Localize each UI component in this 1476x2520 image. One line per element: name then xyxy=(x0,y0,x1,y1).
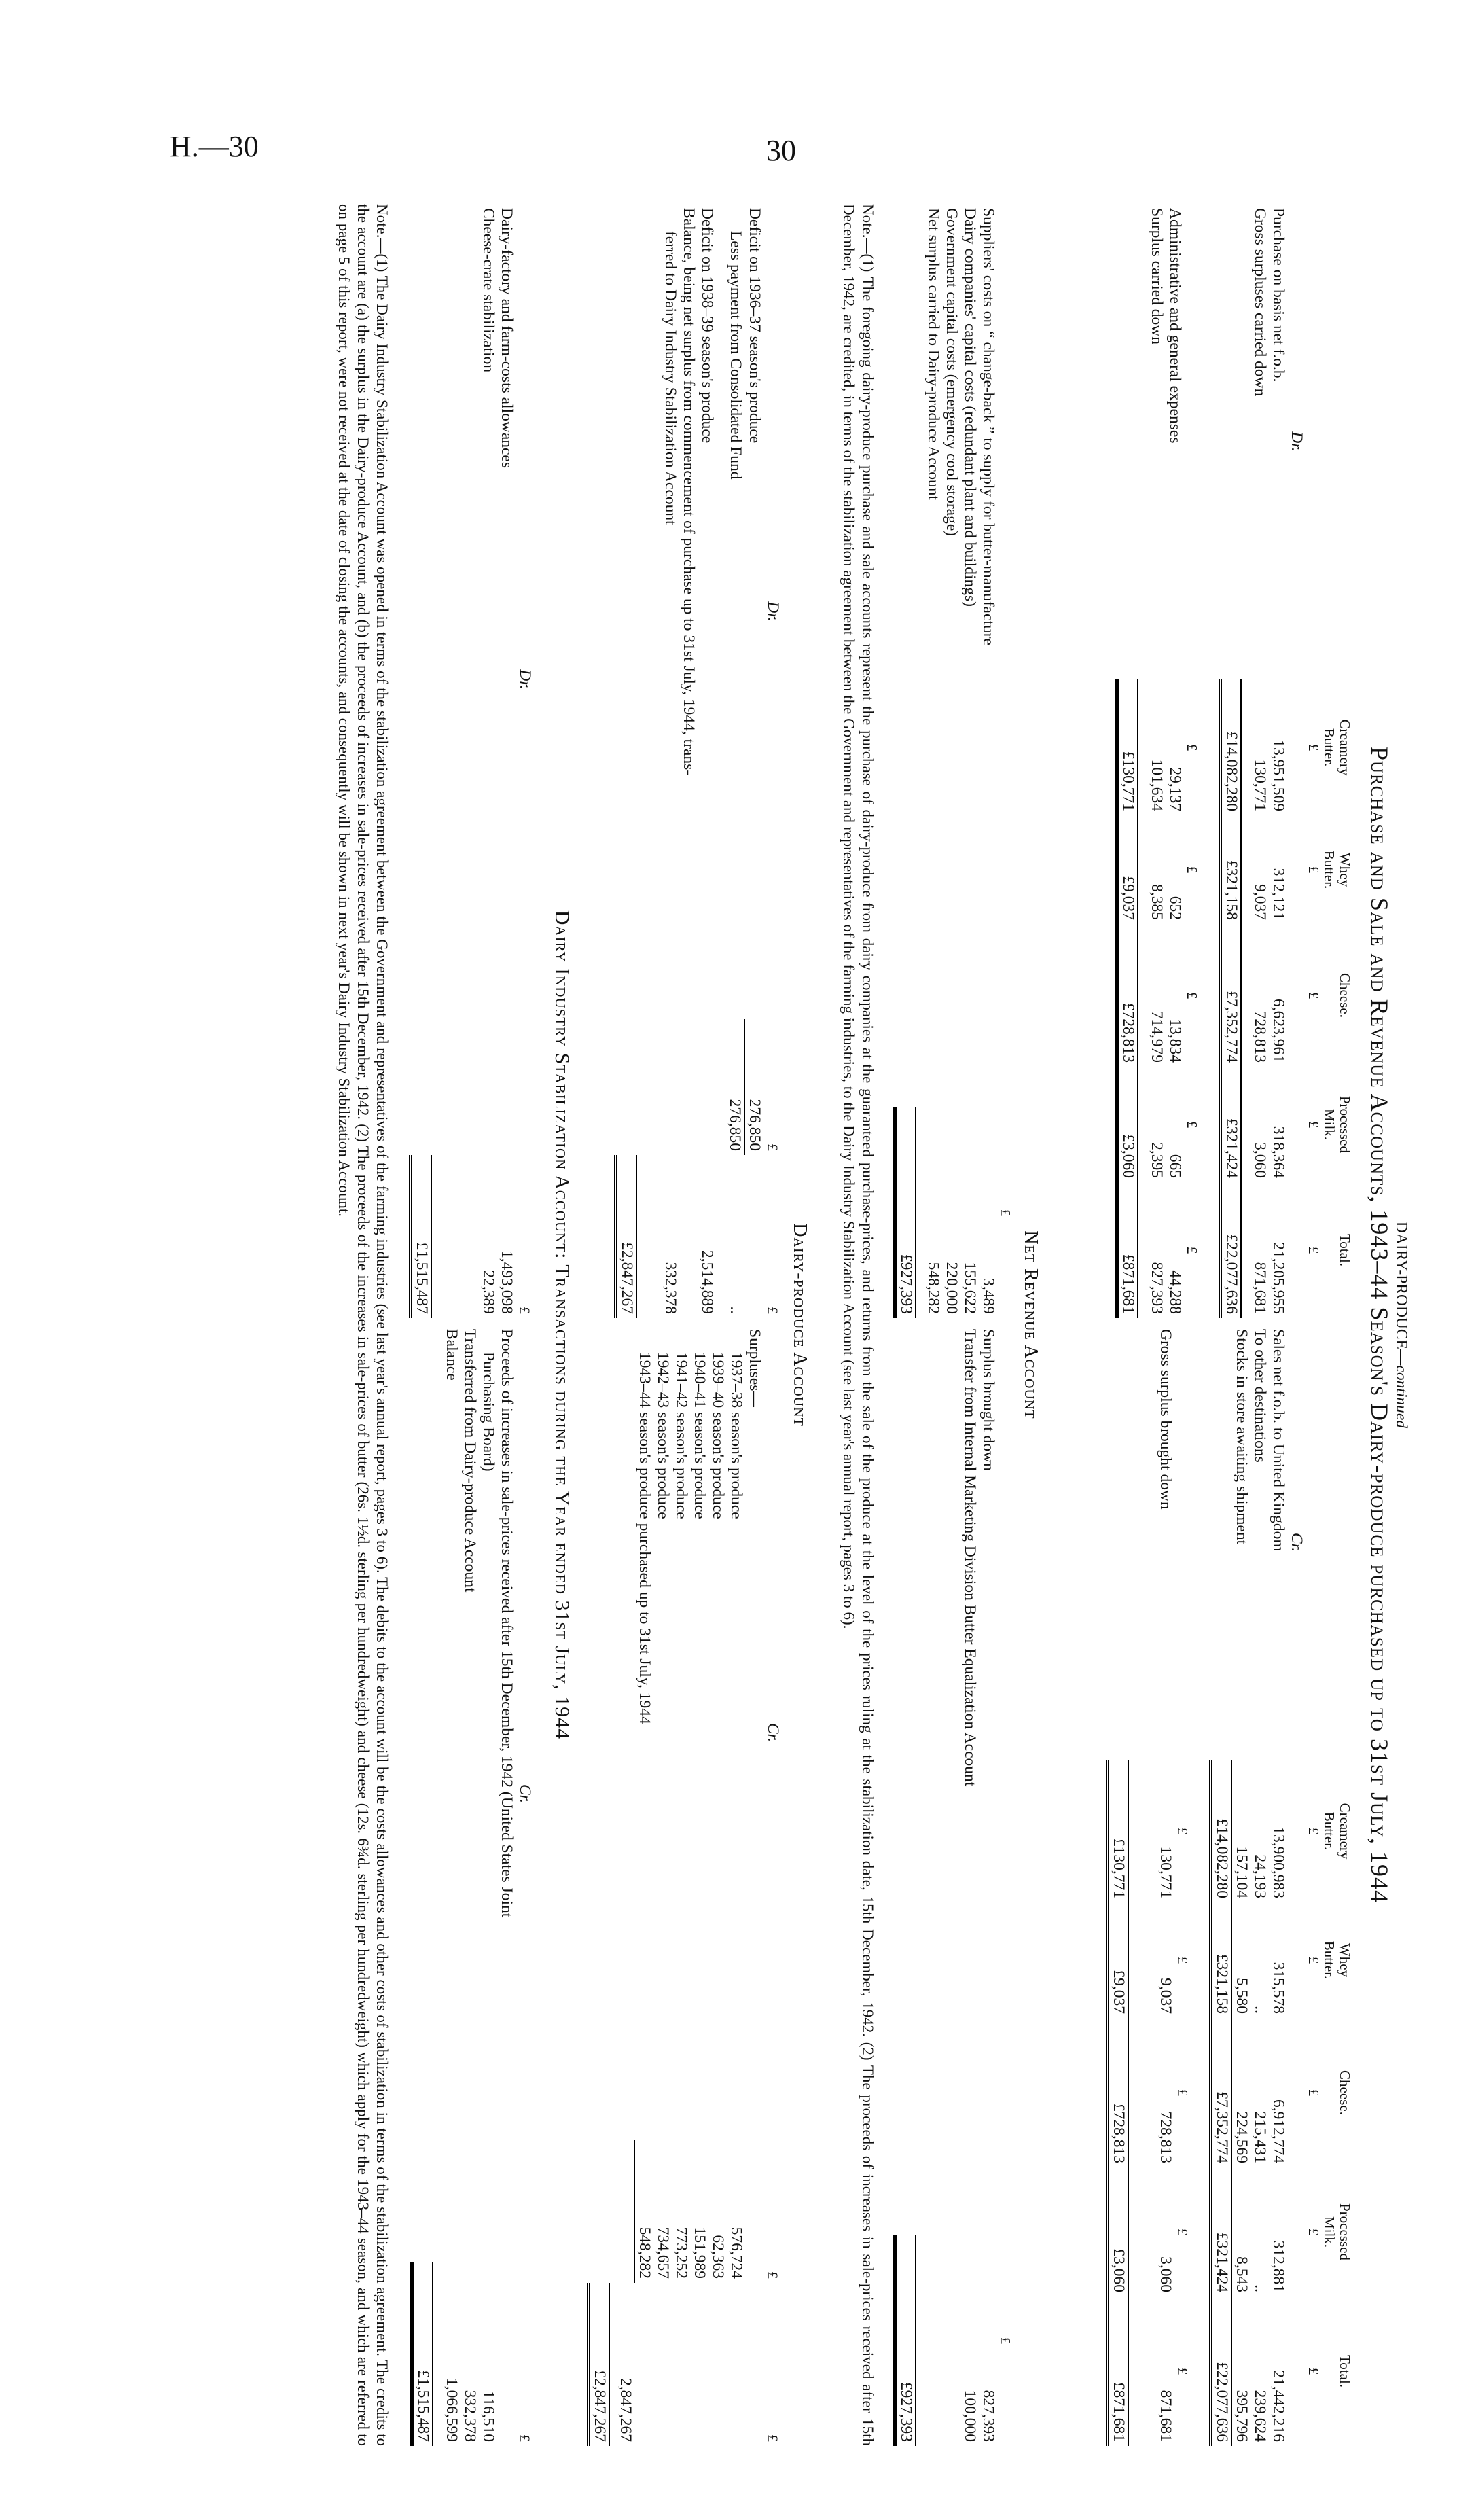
purchase-sale-cr-table: Creamery Butter. £ Whey Butter. £ Cheese. £ Processed Milk. £ Total. £ Cr. Sales net f.o.b. to United Kingdom 13,900,983 315,578 6,912,774 312,881 21,442,216 To other destinations 24,193 .. 215,431 .. 239,624 Stocks in store awaiting shipment 157,104 5,580 224,569 8,543 395,796 £14,082,280 £321,158 £7,352,774 £321,424 £22,077,636 £ £ £ £ £ Gross surplus brought down 130,771 9,037 728,813 3,060 871,681 £130,771 £9,037 £728,813 £3,060 £871,681 xyxy=(1106,1325,1353,2446)
table-row: Dairy companies' capital costs (redundant plant and buildings) 155,622 xyxy=(961,208,979,1314)
table-row: Surplus carried down 101,634 8,385 714,979 2,395 827,393 xyxy=(1148,208,1166,1314)
table-row: 1939–40 season's produce 62,363 xyxy=(709,1352,727,2279)
net-revenue-note: Note.—(1) The foregoing dairy-produce purchase and sale accounts represent the purchase of dairy-produce from dairy companies at the guaranteed purchase-prices, and returns from the sale of the produce at the level of the prices ruling at the stabilization date, 15th December, 1942. (2) The proceeds of increases in sale-prices received after 15th December, 1942, are credited, in terms of the stabilization agreement between the Government and representatives of the farming industries, to the Dairy Industry Stabilization Account (see last year's annual report, pages 3 to 6). xyxy=(840,204,876,2446)
table-row: To other destinations 24,193 .. 215,431 .. 239,624 xyxy=(1251,1329,1269,2442)
table-row: Purchase on basis net f.o.b. 13,951,509 312,121 6,623,961 318,364 21,205,955 xyxy=(1270,208,1287,1314)
cr-label: Cr. xyxy=(1288,1532,1306,1552)
totals-row: £1,515,487 xyxy=(412,1325,433,2446)
net-revenue-cr-table: £ Surplus brought down 827,393 Transfer from Internal Marketing Division Butter Equalization Account 100,000 £927,393 xyxy=(893,1325,1013,2446)
table-row: Transfer from Internal Marketing Division Butter Equalization Account 100,000 xyxy=(961,1329,979,2442)
stabilization-title: Dairy Industry Stabilization Account: Transactions during the Year ended 31st July, 1944 xyxy=(551,910,573,1740)
section-title-continued: continued xyxy=(1392,1365,1410,1429)
totals-row: £2,847,267 xyxy=(589,1325,610,2446)
stabilization-dr-table: Dr. £ Dairy-factory and farm-costs allowances 1,493,098 Cheese-crate stabilization 22,389 £1,515,487 xyxy=(409,204,534,1318)
table-row: Purchasing Board) 116,510 xyxy=(480,1352,497,2442)
table-row: ferred to Dairy Industry Stabilization Account 332,378 xyxy=(662,231,679,1314)
table-row: Administrative and general expenses 29,137 652 13,834 665 44,288 xyxy=(1166,208,1185,1314)
surpluses-heading: Surpluses— xyxy=(746,1329,763,1407)
totals-row: £1,515,487 xyxy=(411,204,432,1318)
totals-row: £927,393 xyxy=(895,1325,916,2446)
dr-label-row xyxy=(1287,204,1306,1318)
stabilization-cr-table: Cr. £ Proceeds of increases in sale-prices received after 15th December, 1942 (United States Joint Purchasing Board) 116,510 Transferred from Dairy-produce Account 332,378 Balance 1,066,599 £1,515,487 xyxy=(410,1325,534,2446)
table-row: Balance, being net surplus from commencement of purchase up to 31st July, 1944, trans- xyxy=(680,208,698,776)
totals-row: £14,082,280 £321,158 £7,352,774 £321,424 £22,077,636 xyxy=(1221,204,1242,1318)
totals-row: £130,771 £9,037 £728,813 £3,060 £871,681 xyxy=(1117,204,1138,1318)
page-number: 30 xyxy=(766,134,796,167)
table-row: Sales net f.o.b. to United Kingdom 13,900,983 315,578 6,912,774 312,881 21,442,216 xyxy=(1270,1329,1287,2442)
table-row: 1942–43 season's produce 734,657 xyxy=(654,1352,672,2279)
table-row: Transferred from Dairy-produce Account 332,378 xyxy=(461,1329,479,2442)
table-row: Gross surplus brought down 130,771 9,037 728,813 3,060 871,681 xyxy=(1157,1329,1175,2442)
table-row: Balance 1,066,599 xyxy=(443,1329,461,2442)
totals-row: £130,771 £9,037 £728,813 £3,060 £871,681 xyxy=(1108,1325,1129,2446)
table-row: Government capital costs (emergency cool storage) 220,000 xyxy=(943,208,960,1314)
dairy-produce-cr-table: Cr. £ £ Surpluses— 1937–38 season's produce 576,724 1939–40 season's produce 62,363 1940–41 season's produce 151,989 1941–42 season's produce 773,252 1942–43 season's produce 734,657 1943–44 season's produce purchased up to 31st July, 1944 548,282 2,847,267 £2,847,267 xyxy=(587,1325,782,2446)
table-row: Stocks in store awaiting shipment 157,104 5,580 224,569 8,543 395,796 xyxy=(1233,1329,1250,2442)
dr-label: Dr. xyxy=(1288,431,1306,452)
net-revenue-dr-table: £ Suppliers' costs on “ change-back ” to supply for butter-manufacture 3,489 Dairy companies' capital costs (redundant plant and buildings) 155,622 Government capital costs (emergency cool storage) 220,000 Net surplus carried to Dairy-produce Account 548,282 £927,393 xyxy=(893,204,1013,1318)
page-code: H.—30 xyxy=(170,130,259,163)
totals-row: £927,393 xyxy=(895,204,916,1318)
table-row: 1943–44 season's produce purchased up to 31st July, 1944 548,282 xyxy=(636,1352,653,2279)
table-row: 1940–41 season's produce 151,989 xyxy=(691,1352,708,2279)
table-row: 2,847,267 xyxy=(616,1325,634,2446)
net-revenue-title: Net Revenue Account xyxy=(1020,1230,1041,1419)
section-title: DAIRY-PRODUCE—continued xyxy=(1392,1221,1410,1429)
table-row: Deficit on 1938–39 season's produce 2,514,889 xyxy=(698,208,716,1314)
table-row: Surplus brought down 827,393 xyxy=(979,1329,997,2442)
table-row: 1937–38 season's produce 576,724 xyxy=(727,1352,745,2279)
rotated-page-content xyxy=(140,204,1417,2446)
totals-row: £2,847,267 xyxy=(616,204,637,1318)
table-row: 1941–42 season's produce 773,252 xyxy=(672,1352,690,2279)
table-row: Deficit on 1936–37 season's produce 276,850 xyxy=(746,208,763,1151)
purchase-sale-dr-table: Creamery Butter. £ Whey Butter. £ Cheese. £ Processed Milk. £ Total. £ Dr. Purchase on basis net f.o.b. 13,951,509 312,121 6,623,961 318,364 21,205,955 Gross surpluses carried down 130,771 9,037 728,813 3,060 871,681 £14,082,280 £321,158 £7,352,774 £321,424 £22,077,636 £ £ £ £ £ Administrative and general expenses 29,137 652 13,834 665 44,288 Surplus carried down 101,634 8,385 714,979 2,395 827,393 £130,771 £9,037 £728,813 £3,060 £871,681 xyxy=(1116,204,1353,1318)
dairy-produce-title: Dairy-produce Account xyxy=(789,1223,810,1427)
stabilization-note: Note.—(1) The Dairy Industry Stabilization Account was opened in terms of the stabilization agreement between the Government and representatives of the farming industries (see last year's annual report, pages 3 to 6). The debits to the account will be the costs allowances and other costs of stabilization in terms of the stabilization agreement. The credits to the account are (a) the surplus in the Dairy-produce Account, and (b) the proceeds of increases in sale-prices received after 15th December, 1942. (2) The proceeds of the increases in sale-prices of butter (26s. 1½d. sterling per hundredweight) and cheese (12s. 6¾d. sterling per hundredweight) which apply for the 1943–44 season, and which are referred to on page 5 of this report, were not received at the date of closing the accounts, and consequently will be shown in next year's Dairy Industry Stabilization Account. xyxy=(336,204,391,2446)
table-row: Net surplus carried to Dairy-produce Account 548,282 xyxy=(924,208,942,1314)
table-row: Proceeds of increases in sale-prices received after 15th December, 1942 (United States Joint xyxy=(498,1329,516,1918)
dairy-produce-dr-table: Dr. £ £ Deficit on 1936–37 season's produce 276,850 Less payment from Consolidated Fund 276,850 .. Deficit on 1938–39 season's produce 2,514,889 Balance, being net surplus from commencement of purchase up to 31st July, 1944, trans- ferred to Dairy Industry Stabilization Account 332,378 £2,847,267 xyxy=(614,204,782,1318)
table-row: Cheese-crate stabilization 22,389 xyxy=(480,208,497,1314)
purchase-sale-title: Purchase and Sale and Revenue Accounts, 1943–44 Season's Dairy-produce purchased up to 31st July, 1944 xyxy=(1366,746,1393,1904)
table-row: Less payment from Consolidated Fund 276,850 .. xyxy=(726,231,744,1314)
table-row: Gross surpluses carried down 130,771 9,037 728,813 3,060 871,681 xyxy=(1251,208,1269,1314)
totals-row: £14,082,280 £321,158 £7,352,774 £321,424 £22,077,636 xyxy=(1211,1325,1232,2446)
page-header xyxy=(0,0,1476,204)
dr-header-row: Creamery Butter. £ Whey Butter. £ Cheese. £ Processed Milk. £ Total. £ xyxy=(1306,719,1353,1267)
table-row: Suppliers' costs on “ change-back ” to supply for butter-manufacture 3,489 xyxy=(979,208,997,1314)
table-row: Dairy-factory and farm-costs allowances 1,493,098 xyxy=(498,208,516,1314)
